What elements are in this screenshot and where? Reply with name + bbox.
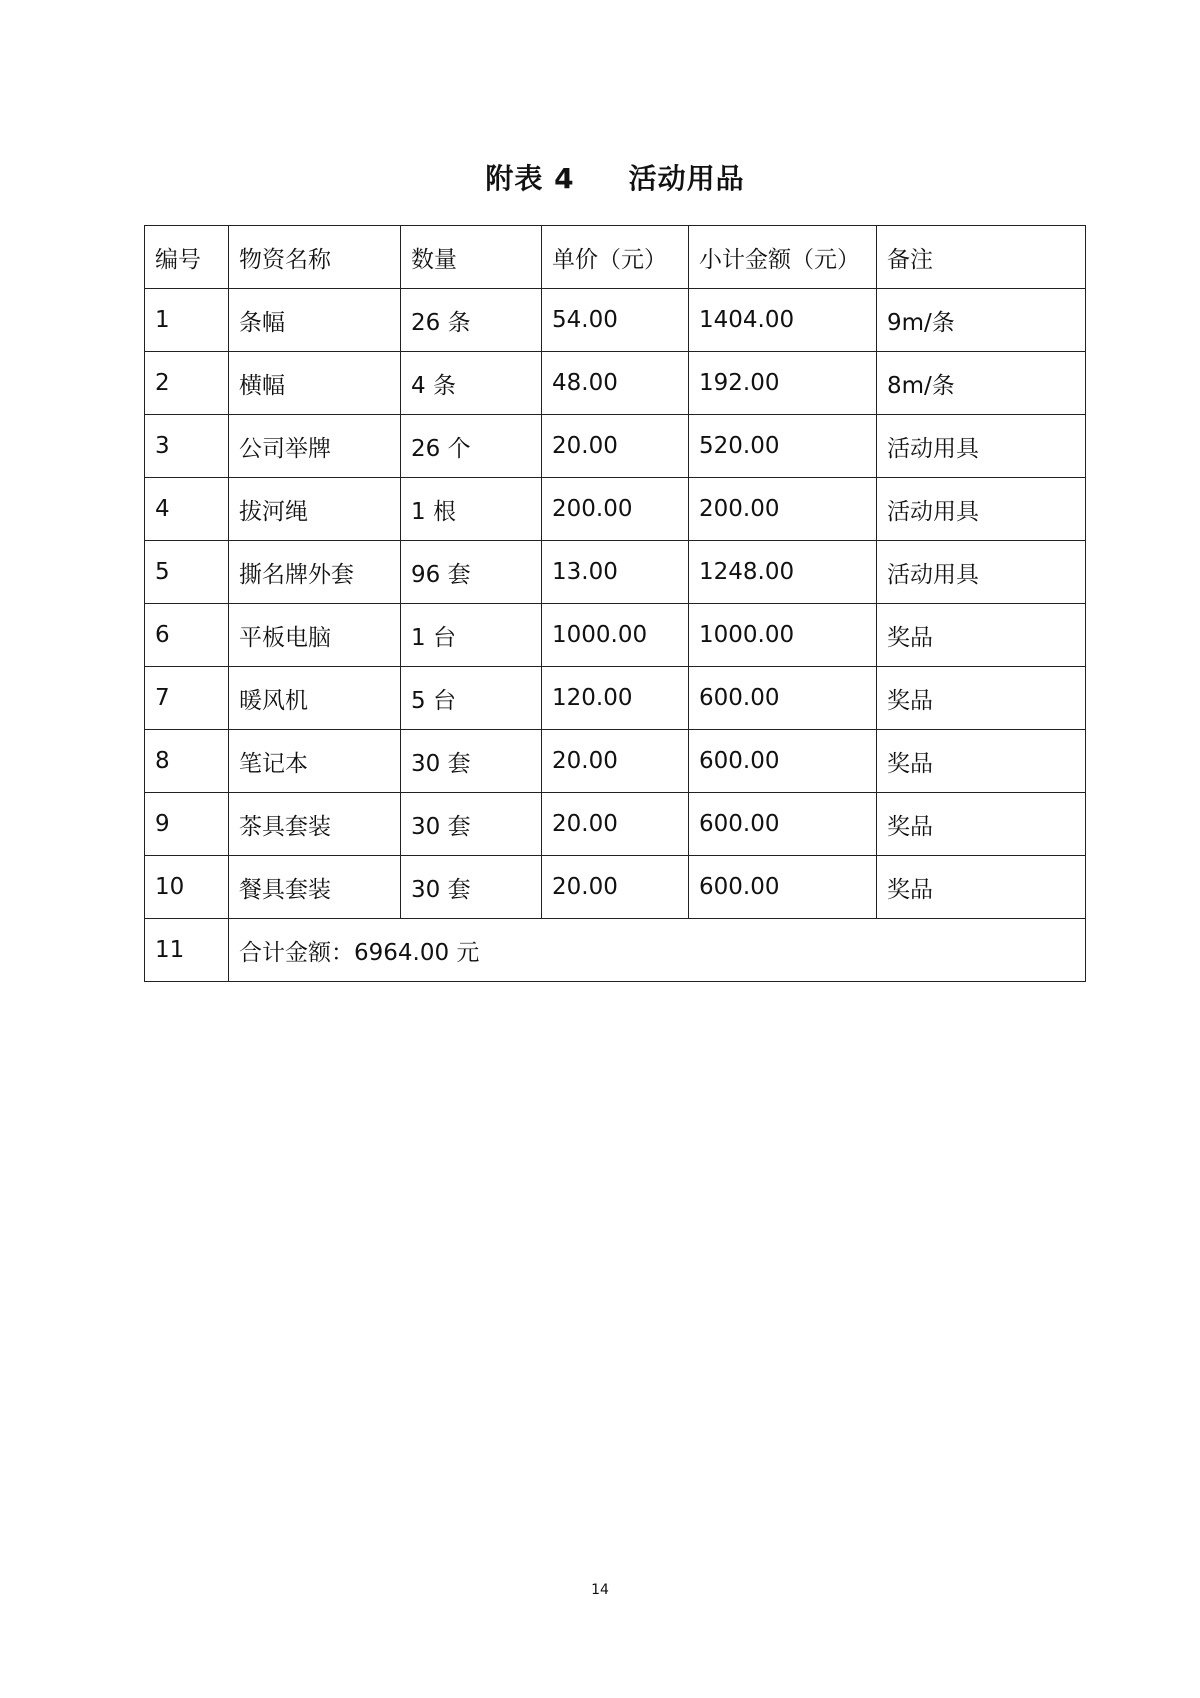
table-row bbox=[145, 415, 1086, 478]
cell-number: 6 bbox=[145, 604, 229, 667]
cell-quantity: 96 套 bbox=[401, 541, 542, 604]
page-number: 14 bbox=[591, 1582, 609, 1598]
cell-item-name: 暖风机 bbox=[229, 667, 401, 730]
cell-unit-price: 1000.00 bbox=[542, 604, 689, 667]
cell-unit-price: 200.00 bbox=[542, 478, 689, 541]
cell-item-name: 茶具套装 bbox=[229, 793, 401, 856]
cell-number: 1 bbox=[145, 289, 229, 352]
cell-number: 3 bbox=[145, 415, 229, 478]
table-total-row bbox=[145, 919, 1086, 982]
cell-subtotal: 600.00 bbox=[689, 730, 877, 793]
cell-unit-price: 48.00 bbox=[542, 352, 689, 415]
cell-item-name: 条幅 bbox=[229, 289, 401, 352]
cell-number: 9 bbox=[145, 793, 229, 856]
cell-number: 5 bbox=[145, 541, 229, 604]
cell-subtotal: 600.00 bbox=[689, 793, 877, 856]
cell-remarks: 奖品 bbox=[877, 730, 1086, 793]
cell-quantity: 5 台 bbox=[401, 667, 542, 730]
cell-subtotal: 192.00 bbox=[689, 352, 877, 415]
table-row bbox=[145, 856, 1086, 919]
cell-remarks: 奖品 bbox=[877, 667, 1086, 730]
header-number: 编号 bbox=[145, 226, 229, 289]
cell-number: 10 bbox=[145, 856, 229, 919]
cell-quantity: 4 条 bbox=[401, 352, 542, 415]
total-amount: 合计金额：6964.00 元 bbox=[229, 919, 1086, 982]
cell-item-name: 笔记本 bbox=[229, 730, 401, 793]
cell-unit-price: 20.00 bbox=[542, 856, 689, 919]
page-title bbox=[0, 157, 1200, 197]
cell-number: 7 bbox=[145, 667, 229, 730]
supplies-table bbox=[144, 225, 1086, 982]
cell-remarks: 9m/条 bbox=[877, 289, 1086, 352]
header-remarks: 备注 bbox=[877, 226, 1086, 289]
table-header-row bbox=[145, 226, 1086, 289]
header-quantity: 数量 bbox=[401, 226, 542, 289]
cell-unit-price: 54.00 bbox=[542, 289, 689, 352]
cell-number: 8 bbox=[145, 730, 229, 793]
cell-remarks: 活动用具 bbox=[877, 415, 1086, 478]
cell-number: 4 bbox=[145, 478, 229, 541]
cell-remarks: 奖品 bbox=[877, 604, 1086, 667]
cell-quantity: 26 个 bbox=[401, 415, 542, 478]
cell-item-name: 撕名牌外套 bbox=[229, 541, 401, 604]
cell-quantity: 26 条 bbox=[401, 289, 542, 352]
cell-remarks: 奖品 bbox=[877, 793, 1086, 856]
cell-unit-price: 13.00 bbox=[542, 541, 689, 604]
cell-subtotal: 520.00 bbox=[689, 415, 877, 478]
cell-unit-price: 20.00 bbox=[542, 730, 689, 793]
cell-number: 11 bbox=[145, 919, 229, 982]
header-subtotal: 小计金额（元） bbox=[689, 226, 877, 289]
cell-subtotal: 1000.00 bbox=[689, 604, 877, 667]
cell-remarks: 活动用具 bbox=[877, 478, 1086, 541]
cell-item-name: 平板电脑 bbox=[229, 604, 401, 667]
header-unit-price: 单价（元） bbox=[542, 226, 689, 289]
table-row bbox=[145, 730, 1086, 793]
cell-subtotal: 600.00 bbox=[689, 856, 877, 919]
cell-quantity: 30 套 bbox=[401, 856, 542, 919]
table-row bbox=[145, 478, 1086, 541]
table-row bbox=[145, 541, 1086, 604]
cell-subtotal: 600.00 bbox=[689, 667, 877, 730]
cell-subtotal: 1248.00 bbox=[689, 541, 877, 604]
cell-unit-price: 20.00 bbox=[542, 793, 689, 856]
cell-remarks: 奖品 bbox=[877, 856, 1086, 919]
cell-subtotal: 200.00 bbox=[689, 478, 877, 541]
cell-unit-price: 20.00 bbox=[542, 415, 689, 478]
cell-item-name: 餐具套装 bbox=[229, 856, 401, 919]
cell-item-name: 横幅 bbox=[229, 352, 401, 415]
cell-quantity: 30 套 bbox=[401, 793, 542, 856]
table-row bbox=[145, 604, 1086, 667]
table-row bbox=[145, 793, 1086, 856]
table-row bbox=[145, 667, 1086, 730]
cell-item-name: 公司举牌 bbox=[229, 415, 401, 478]
table-label: 附表 4 bbox=[485, 162, 575, 195]
cell-quantity: 30 套 bbox=[401, 730, 542, 793]
table-row bbox=[145, 352, 1086, 415]
table-title: 活动用品 bbox=[628, 162, 745, 195]
cell-item-name: 拔河绳 bbox=[229, 478, 401, 541]
cell-quantity: 1 台 bbox=[401, 604, 542, 667]
table-row bbox=[145, 289, 1086, 352]
cell-remarks: 活动用具 bbox=[877, 541, 1086, 604]
header-item-name: 物资名称 bbox=[229, 226, 401, 289]
cell-remarks: 8m/条 bbox=[877, 352, 1086, 415]
cell-number: 2 bbox=[145, 352, 229, 415]
cell-unit-price: 120.00 bbox=[542, 667, 689, 730]
cell-subtotal: 1404.00 bbox=[689, 289, 877, 352]
cell-quantity: 1 根 bbox=[401, 478, 542, 541]
